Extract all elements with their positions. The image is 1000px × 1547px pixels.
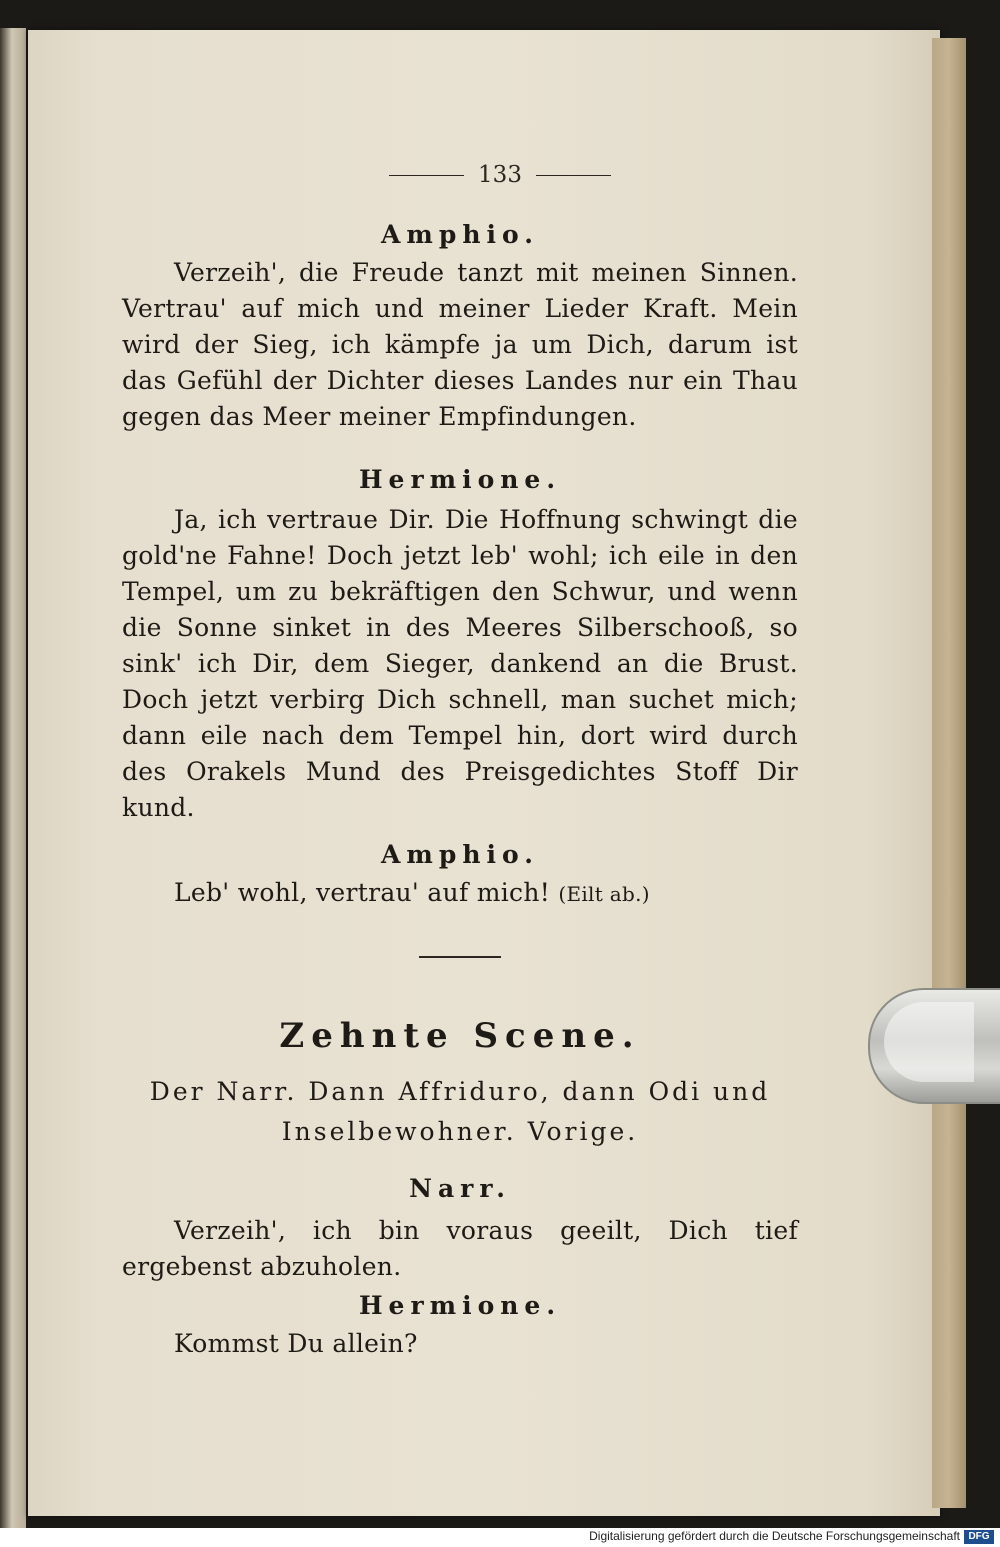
clip-highlight — [884, 1002, 974, 1082]
speaker-narr: Narr. — [409, 1174, 511, 1203]
funding-credit: Digitalisierung gefördert durch die Deutsche Forschungsgemeinschaft — [589, 1529, 960, 1543]
page-number: 133 — [478, 162, 522, 188]
speaker-hermione: Hermione. — [358, 465, 562, 494]
scene-cast: Der Narr. Dann Affriduro, dann Odi und Inselbewohner. Vorige. — [149, 1077, 771, 1146]
paragraph-amphio-2 — [122, 875, 798, 912]
page-text — [122, 220, 798, 1362]
scene-title: Zehnte Scene. — [279, 1016, 641, 1056]
page-stack-edge — [932, 38, 966, 1508]
paragraph-amphio-1: Verzeih', die Freude tanzt mit meinen Sinnen. Vertrau' auf mich und meiner Lieder Kraft. Mein wird der Sieg, ich kämpfe ja um Dich, darum ist das Gefühl der Dichter dieses Landes nur ein Thau gegen das Meer meiner Empfindungen. — [122, 258, 798, 431]
scene-divider — [419, 956, 501, 958]
speaker-amphio-2: Amphio. — [381, 840, 539, 869]
paragraph-hermione-2: Kommst Du allein? — [174, 1329, 418, 1358]
speaker-hermione-2: Hermione. — [358, 1291, 562, 1320]
paragraph-amphio-2-text: Leb' wohl, vertrau' auf mich! — [174, 878, 551, 907]
paragraph-narr-1: Verzeih', ich bin voraus geeilt, Dich tief ergebenst abzuholen. — [122, 1216, 798, 1281]
speaker-amphio: Amphio. — [381, 220, 539, 249]
stage-direction: (Eilt ab.) — [558, 882, 650, 906]
dfg-logo: DFG — [964, 1530, 994, 1544]
paragraph-hermione-1: Ja, ich vertraue Dir. Die Hoffnung schwingt die gold'ne Fahne! Doch jetzt leb' wohl; ich eile in den Tempel, um zu bekräftigen den Schwur, und wenn die Sonne sinket in des Meeres Silberschooß, so sink' ich Dir, dem Sieger, dankend an die Brust. Doch jetzt verbirg Dich schnell, man suchet mich; dann eile nach dem Tempel hin, dort wird durch des Orakels Mund des Preisgedichtes Stoff Dir kund. — [122, 505, 798, 822]
header-rule-left — [389, 175, 464, 176]
page-header — [0, 160, 1000, 190]
header-rule-right — [536, 175, 611, 176]
facing-page-edge — [0, 28, 26, 1528]
